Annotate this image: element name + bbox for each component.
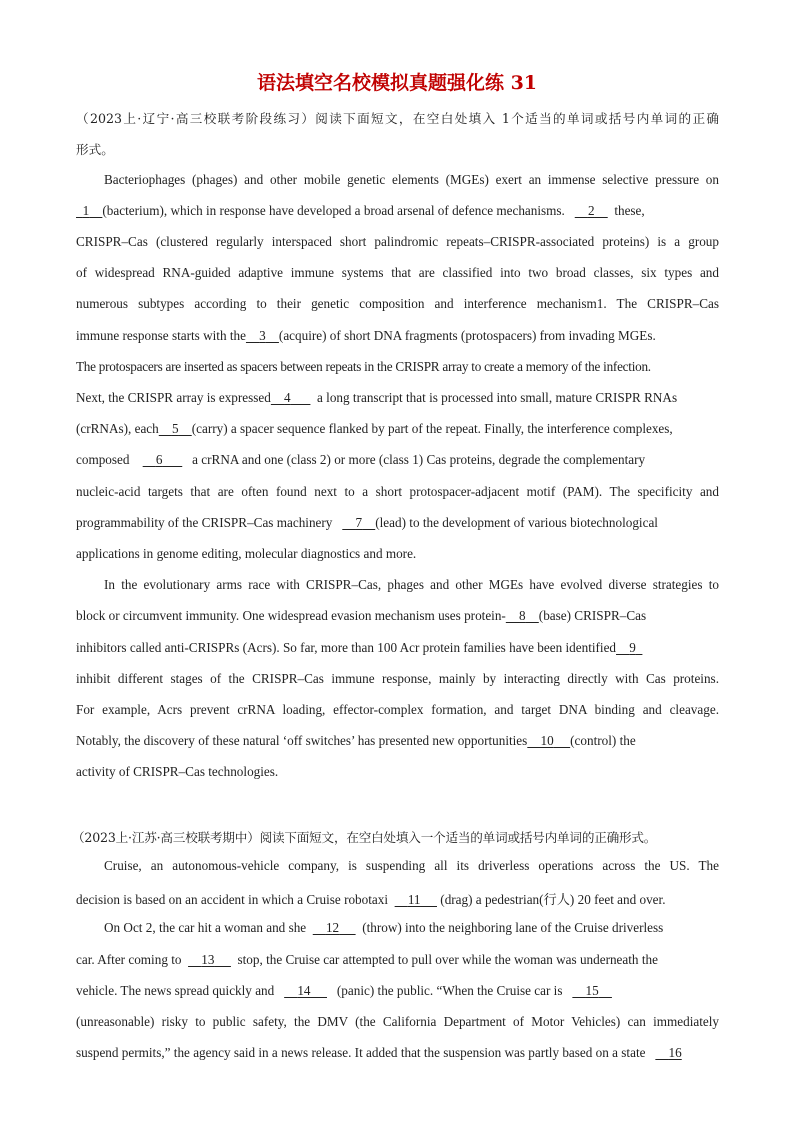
- p1-line-19: Notably, the discovery of these natural ‘off switches’ has presented new opportunities 10 (control) the: [76, 733, 636, 748]
- p1-line-17: inhibit different stages of the CRISPR–Cas immune response, mainly by interacting directly with Cas proteins.: [76, 671, 719, 686]
- p2-line-7: suspend permits,” the agency said in a news release. It added that the suspension was partly based on a state 16: [76, 1045, 682, 1060]
- blank-6[interactable]: 6: [155, 452, 163, 467]
- p2-line-6: (unreasonable) risky to public safety, the DMV (the California Department of Motor Vehicles) can immediately: [76, 1014, 719, 1029]
- blank-15[interactable]: 15: [585, 983, 599, 998]
- p2-line-1: Cruise, an autonomous-vehicle company, is suspending all its driverless operations across the US. The: [104, 858, 719, 873]
- p1-line-18: For example, Acrs prevent crRNA loading, effector-complex formation, and target DNA binding and cleavage.: [76, 702, 719, 717]
- p1-line-6: immune response starts with the 3 (acquire) of short DNA fragments (protospacers) from invading MGEs.: [76, 328, 656, 343]
- p1-line-10: composed 6 a crRNA and one (class 2) or more (class 1) Cas proteins, degrade the complementary: [76, 452, 646, 467]
- instruction-1-line-1: （2023上·辽宁·高三校联考阶段练习）阅读下面短文，在空白处填入 1个适当的单词或括号内单词的正确: [76, 111, 719, 126]
- blank-2[interactable]: 2: [587, 203, 595, 218]
- instruction-1-line-2: 形式。: [76, 142, 114, 157]
- blank-5[interactable]: 5: [171, 421, 179, 436]
- p1-line-13: applications in genome editing, molecular diagnostics and more.: [76, 546, 417, 561]
- blank-11[interactable]: 11: [407, 892, 421, 907]
- p1-line-8: Next, the CRISPR array is expressed 4 a long transcript that is processed into small, mature CRISPR RNAs: [76, 390, 678, 405]
- blank-12[interactable]: 12: [325, 920, 340, 935]
- blank-4[interactable]: 4: [284, 390, 291, 405]
- page-title: 语法填空名校模拟真题强化练 31: [256, 72, 538, 94]
- p1-line-11: nucleic-acid targets that are often found next to a short protospacer-adjacent motif (PAM). The specificity and: [76, 484, 719, 499]
- blank-10[interactable]: 10: [540, 733, 554, 748]
- p1-line-20: activity of CRISPR–Cas technologies.: [76, 764, 279, 779]
- p1-line-5: numerous subtypes according to their genetic composition and interference mechanism1. The CRISPR–Cas: [76, 296, 719, 311]
- p1-line-2: 1 (bacterium), which in response have developed a broad arsenal of defence mechanisms. 2 these,: [76, 203, 719, 219]
- p1-line-4: of widespread RNA-guided adaptive immune systems that are classified into two broad classes, six types and: [76, 265, 719, 280]
- p1-line-15: block or circumvent immunity. One widespread evasion mechanism uses protein- 8 (base) CRISPR–Cas: [76, 608, 647, 623]
- blank-3[interactable]: 3: [259, 328, 266, 343]
- blank-9[interactable]: 9: [629, 640, 636, 655]
- p2-line-2: decision is based on an accident in which a Cruise robotaxi 11 (drag) a pedestrian(行人) 20 feet and over.: [76, 892, 666, 907]
- p1-line-16: inhibitors called anti-CRISPRs (Acrs). So far, more than 100 Acr protein families have been identified 9: [76, 640, 719, 656]
- p2-line-5: vehicle. The news spread quickly and 14 (panic) the public. “When the Cruise car is 15: [76, 983, 719, 999]
- blank-16[interactable]: 16: [668, 1045, 682, 1060]
- p1-line-14: In the evolutionary arms race with CRISPR–Cas, phages and other MGEs have evolved diverse strategies to: [104, 577, 719, 592]
- p1-line-9: (crRNAs), each 5 (carry) a spacer sequence flanked by part of the repeat. Finally, the interference complexes,: [76, 421, 673, 436]
- instruction-2: （2023上·江苏·高三校联考期中）阅读下面短文，在空白处填入一个适当的单词或括号内单词的正确形式。: [72, 830, 657, 845]
- blank-14[interactable]: 14: [297, 983, 311, 998]
- p2-line-4: car. After coming to 13 stop, the Cruise car attempted to pull over while the woman was underneath the: [76, 952, 658, 967]
- p1-line-12: programmability of the CRISPR–Cas machinery 7 (lead) to the development of various biotechnological: [76, 515, 658, 530]
- p1-line-1: Bacteriophages (phages) and other mobile genetic elements (MGEs) exert an immense selective pressure on: [104, 172, 719, 187]
- blank-8[interactable]: 8: [519, 608, 526, 623]
- blank-7[interactable]: 7: [355, 515, 363, 530]
- p1-line-3: CRISPR–Cas (clustered regularly interspaced short palindromic repeats–CRISPR-associated proteins) is a group: [76, 234, 719, 249]
- blank-13[interactable]: 13: [201, 952, 215, 967]
- p2-line-3: On Oct 2, the car hit a woman and she 12 (throw) into the neighboring lane of the Cruise driverless: [104, 920, 664, 935]
- blank-1[interactable]: 1: [82, 203, 90, 218]
- p1-line-7: The protospacers are inserted as spacers between repeats in the CRISPR array to create a memory of the infection.: [76, 359, 651, 374]
